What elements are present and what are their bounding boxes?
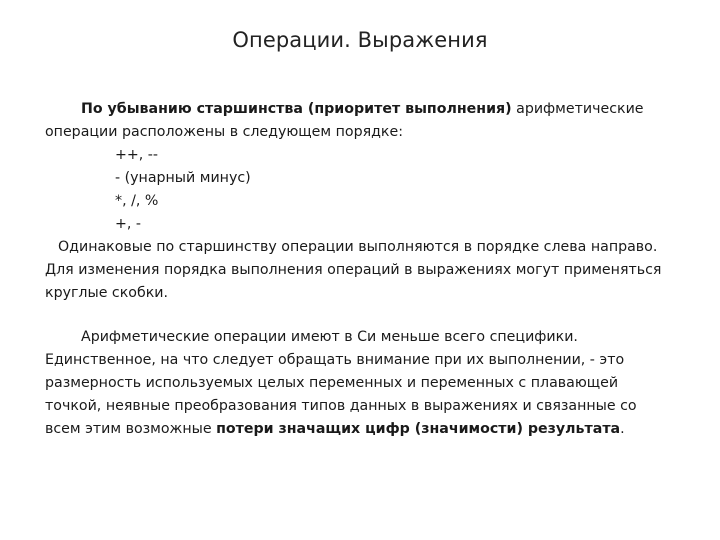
para2-line3: круглые скобки. [45, 285, 169, 301]
para2-line1: Одинаковые по старшинству операции выполняются в порядке слева направо. [58, 239, 658, 255]
operator-group-additive: +, - [115, 216, 142, 232]
para3-line2: Единственное, на что следует обращать внимание при их выполнении, - это [45, 352, 625, 368]
para2-line2: Для изменения порядка выполнения операций в выражениях могут применяться [45, 262, 662, 278]
slide-title: Операции. Выражения [232, 28, 488, 52]
para3-line5 [45, 418, 685, 441]
para3-line5-bold: потери значащих цифр (значимости) результата [216, 421, 621, 437]
paragraph-gap [45, 305, 685, 326]
para1-line1 [45, 98, 685, 121]
slide-body [45, 98, 685, 441]
operator-group-unary-minus: - (унарный минус) [115, 170, 251, 186]
para1-rest: арифметические [511, 101, 644, 117]
operator-group-increment: ++, -- [115, 147, 159, 163]
operator-group-multiplicative: *, /, % [115, 193, 159, 209]
para3-line4: точкой, неявные преобразования типов данных в выражениях и связанные со [45, 398, 637, 414]
para3-line1: Арифметические операции имеют в Си меньше всего специфики. [81, 329, 578, 345]
para3-line5-start: всем этим возможные [45, 421, 217, 437]
para3-line5-end: . [620, 421, 625, 437]
para1-bold-lead: По убыванию старшинства (приоритет выполнения) [81, 101, 512, 117]
para3-line3: размерность используемых целых переменных и переменных с плавающей [45, 375, 619, 391]
para1-line2: операции расположены в следующем порядке: [45, 124, 403, 140]
